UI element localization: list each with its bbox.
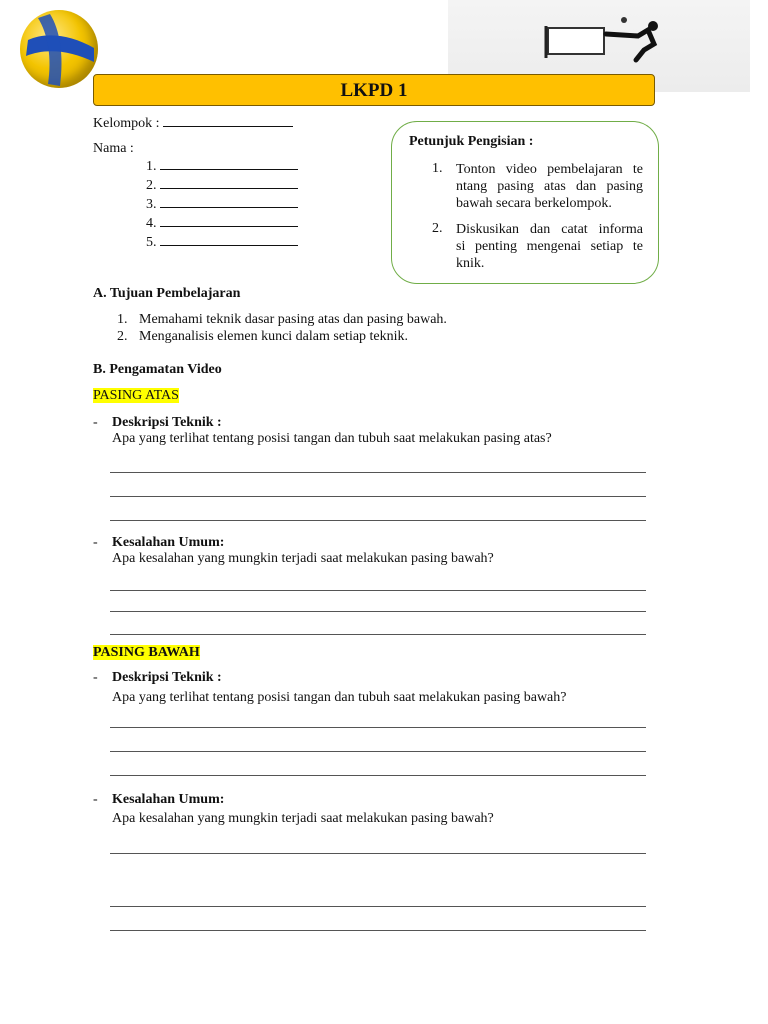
instruction-line: si penting mengenai setiap te: [456, 239, 643, 254]
nama-number: 2.: [146, 178, 157, 193]
kelompok-blank[interactable]: [163, 114, 293, 127]
nama-number: 4.: [146, 216, 157, 231]
bullet-dash: -: [93, 415, 98, 430]
question-text: Apa yang terlihat tentang posisi tangan dan tubuh saat melakukan pasing atas?: [112, 431, 552, 446]
answer-line[interactable]: [110, 634, 646, 635]
nama-number: 5.: [146, 235, 157, 250]
answer-line[interactable]: [110, 496, 646, 497]
answer-line[interactable]: [110, 520, 646, 521]
pasing-bawah-highlight: PASING BAWAH: [93, 645, 200, 660]
question-text: Apa kesalahan yang mungkin terjadi saat melakukan pasing bawah?: [112, 811, 494, 826]
instruction-number: 1.: [432, 161, 443, 176]
instruction-item-1: [456, 161, 643, 212]
page-title: LKPD 1: [93, 74, 655, 106]
section-a-heading: A. Tujuan Pembelajaran: [93, 286, 241, 301]
nama-number: 1.: [146, 159, 157, 174]
question-text: Apa yang terlihat tentang posisi tangan dan tubuh saat melakukan pasing bawah?: [112, 690, 567, 705]
answer-line[interactable]: [110, 590, 646, 591]
answer-line[interactable]: [110, 751, 646, 752]
nama-number: 3.: [146, 197, 157, 212]
answer-line[interactable]: [110, 906, 646, 907]
kelompok-field[interactable]: [93, 114, 293, 132]
section-b-heading: B. Pengamatan Video: [93, 362, 222, 377]
question-text: Apa kesalahan yang mungkin terjadi saat melakukan pasing bawah?: [112, 551, 494, 566]
nama-field-4[interactable]: [146, 214, 298, 232]
question-title: Deskripsi Teknik :: [112, 670, 222, 685]
nama-field-2[interactable]: [146, 176, 298, 194]
pasing-atas-highlight: PASING ATAS: [93, 388, 179, 403]
pasing-atas-label: [93, 388, 179, 404]
nama-blank[interactable]: [160, 157, 298, 170]
instruction-line: Diskusikan dan catat informa: [456, 222, 643, 237]
instructions-title: Petunjuk Pengisian :: [409, 134, 534, 149]
nama-field-1[interactable]: [146, 157, 298, 175]
answer-line[interactable]: [110, 472, 646, 473]
instruction-line: Tonton video pembelajaran te: [456, 162, 643, 177]
answer-line[interactable]: [110, 775, 646, 776]
instruction-item-2: [456, 221, 643, 272]
instruction-number: 2.: [432, 221, 443, 236]
nama-blank[interactable]: [160, 233, 298, 246]
objective-number: 2.: [117, 329, 128, 344]
answer-line[interactable]: [110, 853, 646, 854]
bullet-dash: -: [93, 792, 98, 807]
kelompok-label: Kelompok :: [93, 116, 160, 131]
objective-number: 1.: [117, 312, 128, 327]
nama-blank[interactable]: [160, 214, 298, 227]
answer-line[interactable]: [110, 930, 646, 931]
answer-line[interactable]: [110, 611, 646, 612]
instruction-line: ntang pasing atas dan pasing: [456, 179, 643, 194]
question-title: Kesalahan Umum:: [112, 535, 225, 550]
objective-item-2: Menganalisis elemen kunci dalam setiap teknik.: [139, 329, 409, 344]
question-title: Deskripsi Teknik :: [112, 415, 222, 430]
pasing-bawah-label: [93, 645, 200, 661]
nama-blank[interactable]: [160, 195, 298, 208]
instruction-line: knik.: [456, 256, 485, 271]
bullet-dash: -: [93, 670, 98, 685]
nama-field-3[interactable]: [146, 195, 298, 213]
instruction-line: bawah secara berkelompok.: [456, 196, 612, 211]
nama-blank[interactable]: [160, 176, 298, 189]
question-title: Kesalahan Umum:: [112, 792, 225, 807]
nama-field-5[interactable]: [146, 233, 298, 251]
answer-line[interactable]: [110, 727, 646, 728]
nama-label: Nama :: [93, 141, 134, 156]
bullet-dash: -: [93, 535, 98, 550]
objective-item-1: Memahami teknik dasar pasing atas dan pasing bawah.: [139, 312, 447, 327]
volleyball-image: [20, 10, 98, 88]
